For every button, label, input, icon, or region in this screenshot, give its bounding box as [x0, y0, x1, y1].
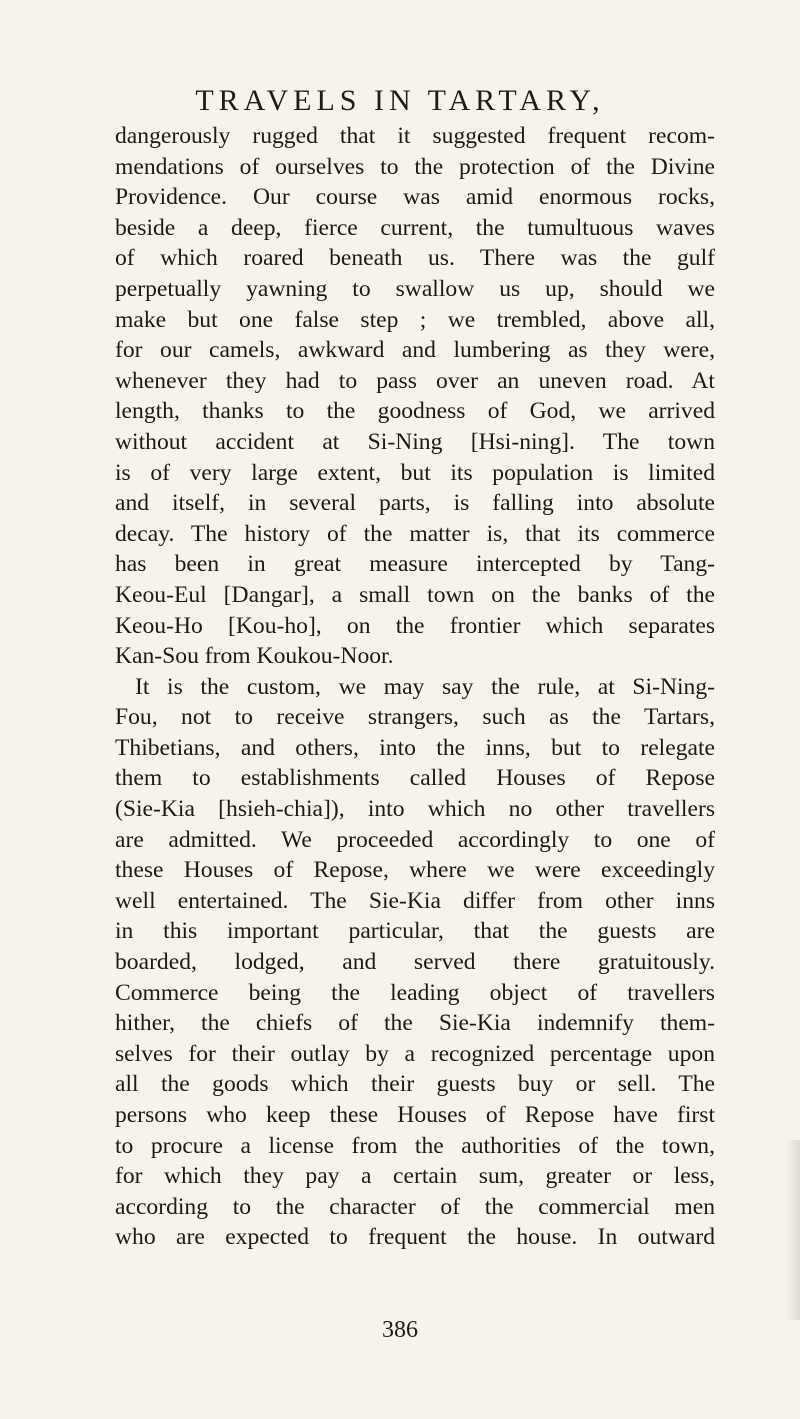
text-line: persons who keep these Houses of Repose have first	[115, 1102, 715, 1128]
text-line: It is the custom, we may say the rule, at Si-Ning-	[135, 673, 715, 700]
text-line: hither, the chiefs of the Sie-Kia indemnify them-	[115, 1010, 715, 1037]
text-line: Kan-Sou from Koukou-Noor.	[115, 643, 394, 670]
body-text	[115, 121, 715, 1253]
text-line: are admitted. We proceeded accordingly to one of	[115, 826, 715, 853]
page-edge-shadow	[786, 1140, 800, 1320]
text-line: is of very large extent, but its population is limited	[115, 459, 715, 486]
text-line: Fou, not to receive strangers, such as the Tartars,	[115, 704, 715, 731]
text-line: of which roared beneath us. There was the gulf	[115, 245, 715, 272]
text-line: has been in great measure intercepted by Tang-	[115, 551, 715, 578]
text-line: to procure a license from the authorities of the town,	[115, 1132, 715, 1159]
text-line: Providence. Our course was amid enormous rocks,	[115, 184, 715, 211]
text-line: Thibetians, and others, into the inns, but to relegate	[115, 734, 715, 761]
text-line: dangerously rugged that it suggested frequent recom-	[115, 123, 715, 149]
text-line: for which they pay a certain sum, greater or less,	[115, 1163, 715, 1190]
text-line: who are expected to frequent the house. In outward	[115, 1224, 715, 1251]
text-line: Commerce being the leading object of travellers	[115, 979, 715, 1006]
text-line: length, thanks to the goodness of God, we arrived	[115, 398, 715, 425]
text-line: well entertained. The Sie-Kia differ from other inns	[115, 887, 715, 914]
text-line: boarded, lodged, and served there gratuitously.	[115, 949, 715, 976]
text-line: these Houses of Repose, where we were exceedingly	[115, 857, 715, 884]
text-line: mendations of ourselves to the protection of the Divine	[115, 153, 715, 180]
text-line: (Sie-Kia [hsieh-chia]), into which no other travellers	[115, 796, 715, 823]
running-title: TRAVELS IN TARTARY,	[195, 84, 605, 117]
text-line: decay. The history of the matter is, that its commerce	[115, 520, 715, 547]
text-line: them to establishments called Houses of Repose	[115, 765, 715, 792]
text-line: selves for their outlay by a recognized percentage upon	[115, 1040, 715, 1067]
text-line: without accident at Si-Ning [Hsi-ning]. The town	[115, 428, 715, 455]
text-line: perpetually yawning to swallow us up, should we	[115, 275, 715, 302]
page-number: 386	[382, 1317, 418, 1343]
text-line: and itself, in several parts, is falling into absolute	[115, 490, 715, 517]
text-line: all the goods which their guests buy or sell. The	[115, 1071, 715, 1098]
text-line: Keou-Ho [Kou-ho], on the frontier which separates	[115, 612, 715, 639]
text-line: make but one false step ; we trembled, above all,	[115, 306, 715, 333]
text-line: for our camels, awkward and lumbering as they were,	[115, 337, 715, 364]
text-line: according to the character of the commercial men	[115, 1193, 715, 1220]
text-line: whenever they had to pass over an uneven road. At	[115, 367, 715, 394]
text-line: Keou-Eul [Dangar], a small town on the banks of the	[115, 581, 715, 608]
text-line: beside a deep, fierce current, the tumultuous waves	[115, 214, 715, 241]
text-line: in this important particular, that the guests are	[115, 918, 715, 945]
